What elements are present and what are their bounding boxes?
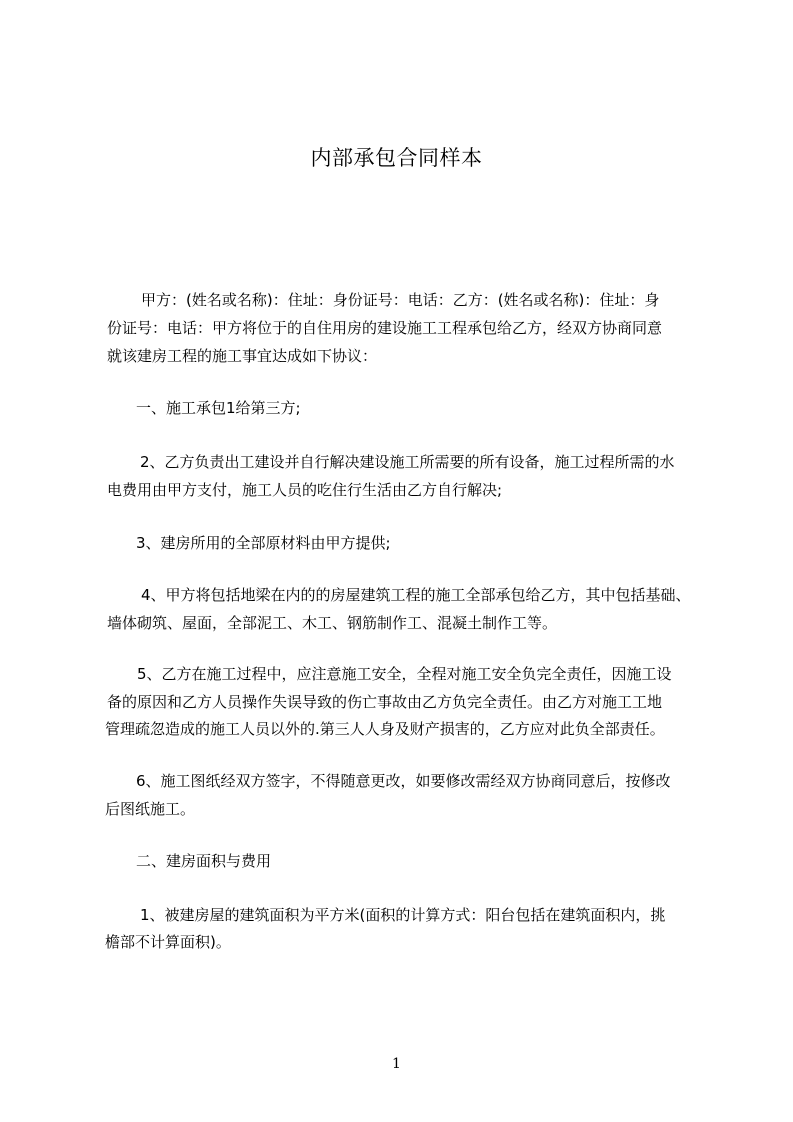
document-title: 内部承包合同样本 [310,146,483,170]
clause-2-line-1: 2、乙方负责出工建设并自行解决建设施工所需要的所有设备，施工过程所需的水 [140,453,675,471]
clause-4-line-2: 墙体砌筑、屋面，全部泥工、木工、钢筋制作工、混凝土制作工等。 [107,614,558,632]
clause-5-line-3: 管理疏忽造成的施工人员以外的.第三人人身及财产损害的，乙方应对此负全部责任。 [105,720,665,738]
clause-6-line-2: 后图纸施工。 [105,800,196,818]
clause-5-line-2: 备的原因和乙方人员操作失误导致的伤亡事故由乙方负完全责任。由乙方对施工工地 [107,693,663,711]
page-number: 1 [392,1056,401,1072]
paragraph-parties-line-1: 甲方：(姓名或名称)：住址：身份证号：电话：乙方：(姓名或名称)：住址：身 [141,291,660,309]
clause-area-line-2: 檐部不计算面积)。 [105,933,231,951]
clause-3-line-1: 3、建房所用的全部原材料由甲方提供; [136,534,391,552]
clause-area-line-1: 1、被建房屋的建筑面积为平方米(面积的计算方式：阳台包括在建筑面积内，挑 [140,906,666,924]
paragraph-parties-line-2: 份证号：电话：甲方将位于的自住用房的建设施工工程承包给乙方，经双方协商同意 [107,319,663,337]
paragraph-parties-line-3: 就该建房工程的施工事宜达成如下协议： [107,347,378,365]
clause-4-line-1: 4、甲方将包括地梁在内的的房屋建筑工程的施工全部承包给乙方，其中包括基础、 [141,586,691,604]
section-heading-2: 二、建房面积与费用 [136,852,272,870]
clause-2-line-2: 电费用由甲方支付，施工人员的吃住行生活由乙方自行解决; [107,481,503,499]
clause-5-line-1: 5、乙方在施工过程中，应注意施工安全，全程对施工安全负完全责任，因施工设 [137,665,672,683]
section-heading-1: 一、施工承包1给第三方; [136,399,301,417]
clause-6-line-1: 6、施工图纸经双方签字，不得随意更改，如要修改需经双方协商同意后，按修改 [136,772,671,790]
